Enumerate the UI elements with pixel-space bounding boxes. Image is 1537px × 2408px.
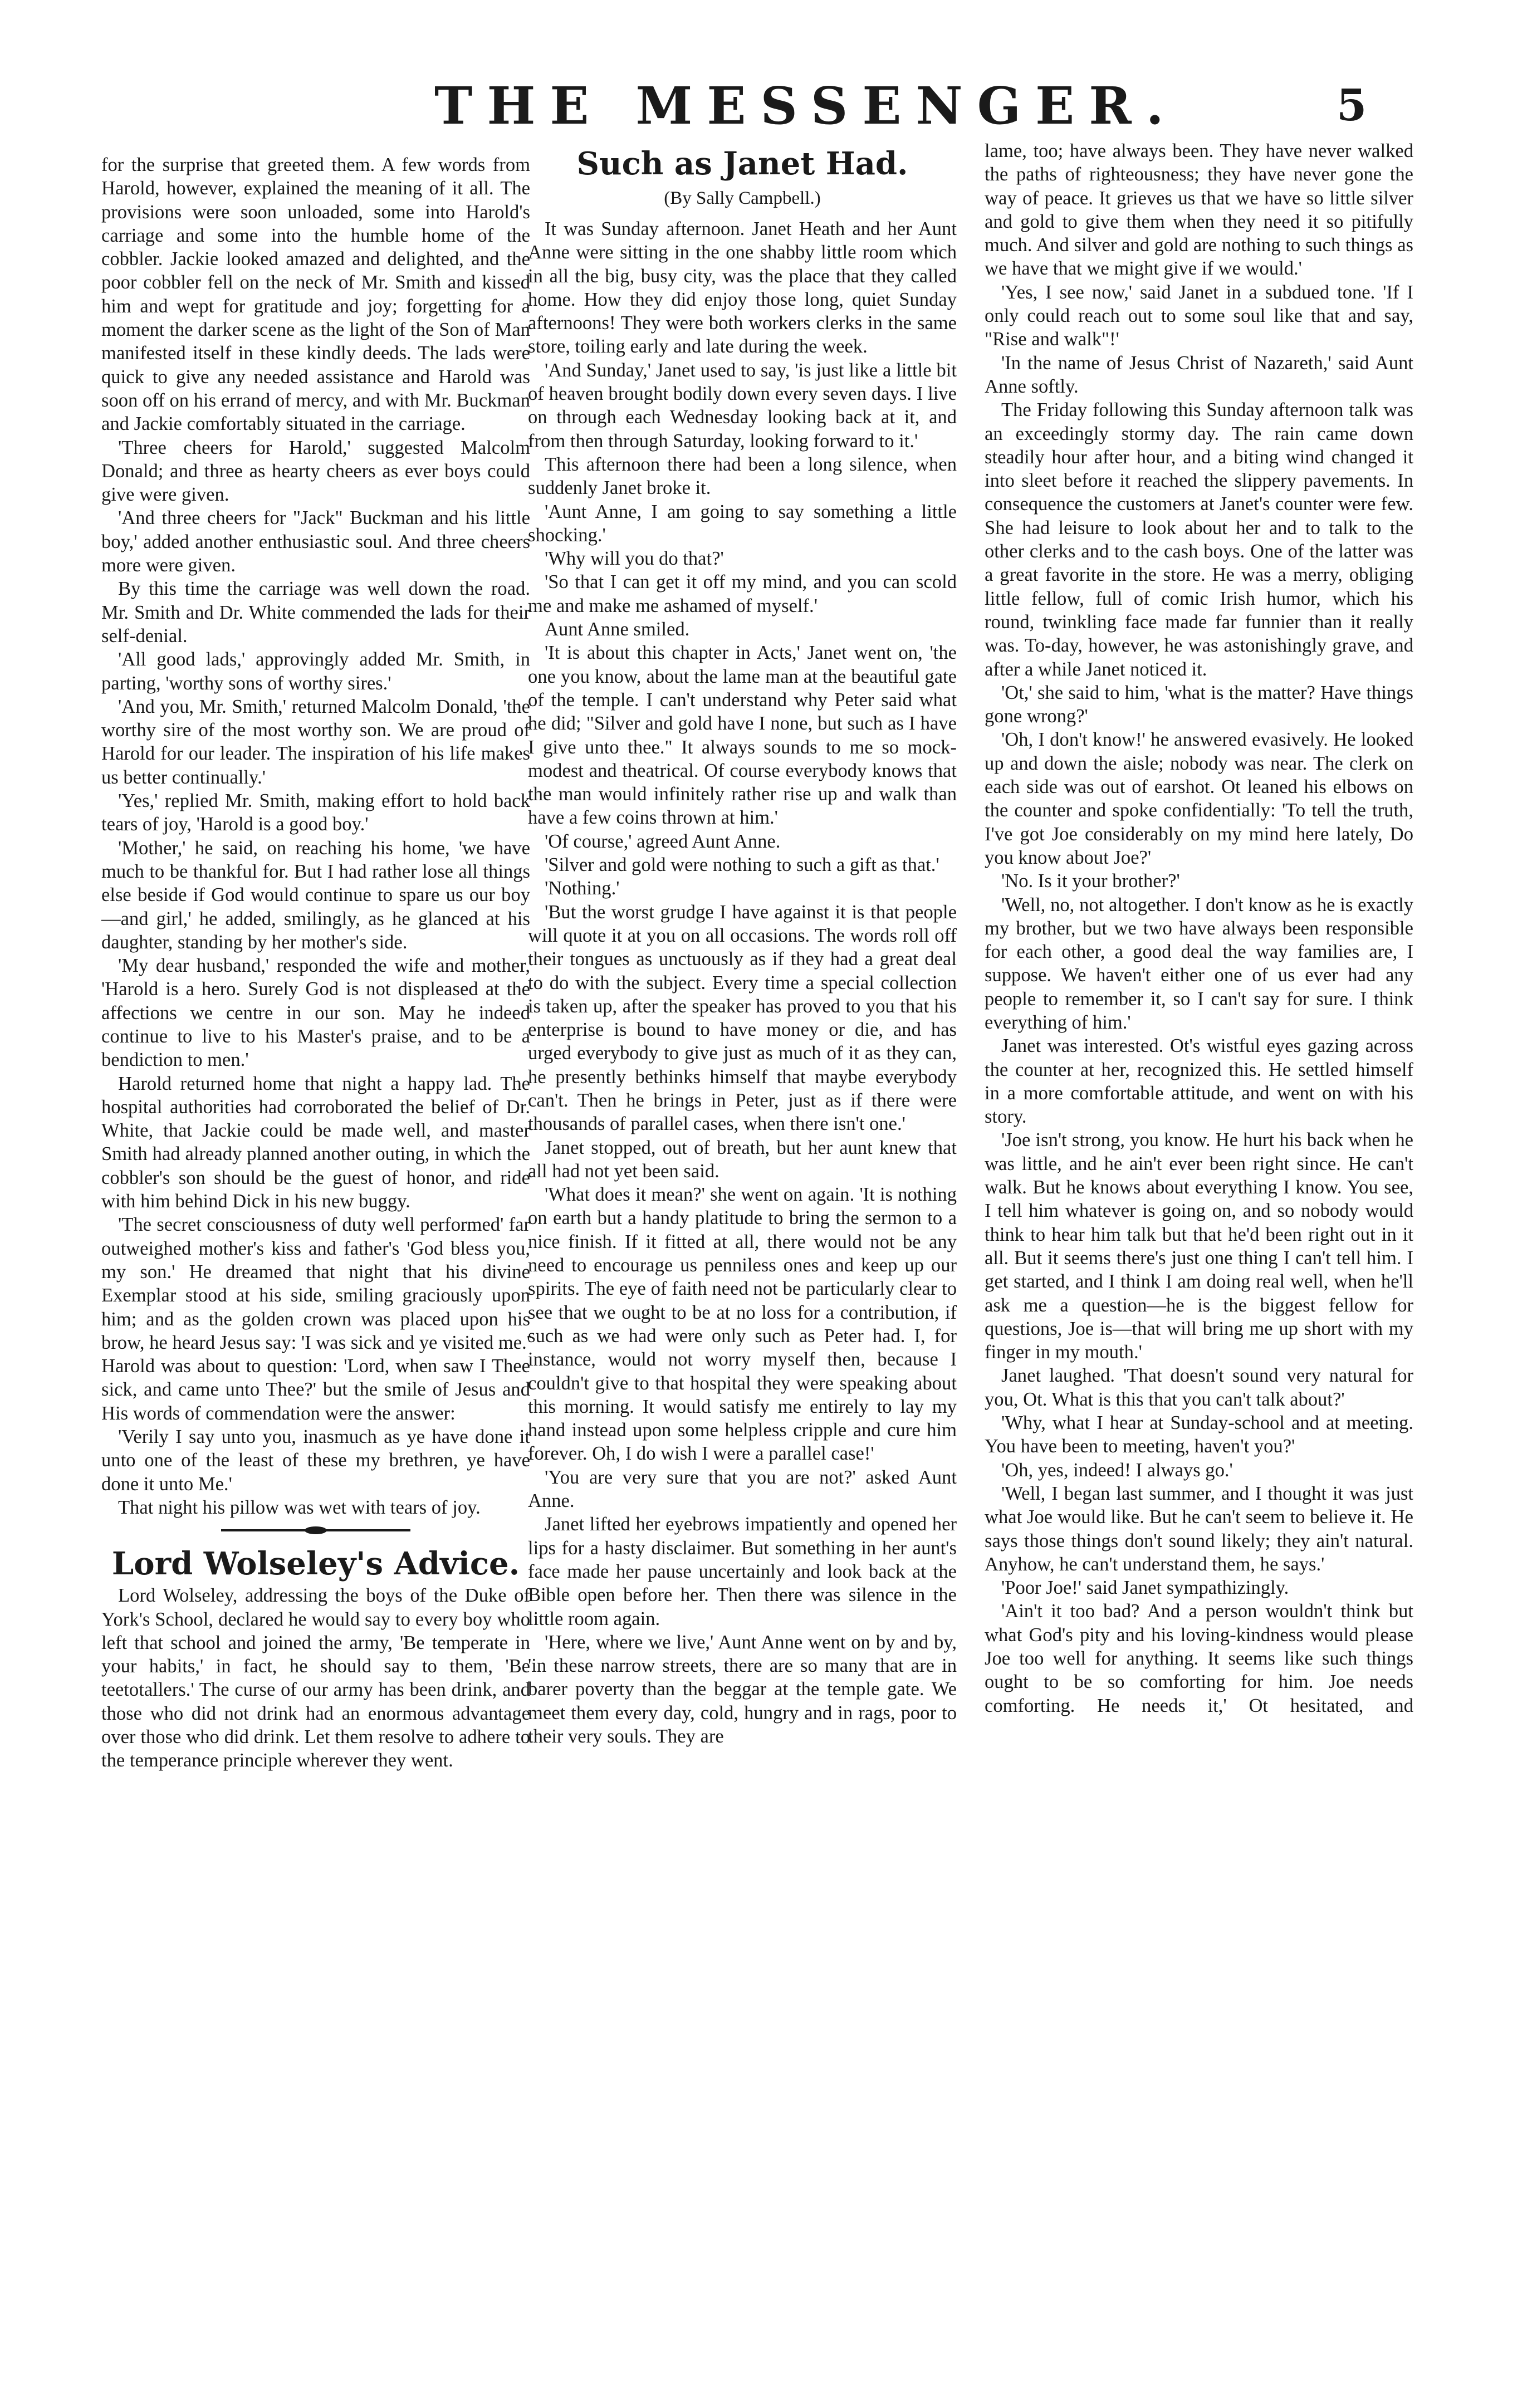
paragraph: 'Here, where we live,' Aunt Anne went on by and by, 'in these narrow streets, there are so many that are in barer poverty than the beggar at the temple gate. We meet them every day, cold, hungry and in rags, poor to their very souls. They are — [528, 1631, 957, 1747]
paragraph: Janet lifted her eyebrows impatiently and opened her lips for a hasty disclaimer. But something in her aunt's face made her pause uncertainly and look back at the Bible open before her. Then there was silence in the little room again. — [528, 1514, 957, 1629]
column-2 — [528, 144, 957, 1748]
masthead — [0, 72, 1537, 139]
paragraph: 'In the name of Jesus Christ of Nazareth,' said Aunt Anne softly. — [985, 352, 1413, 397]
paragraph: 'Why will you do that?' — [545, 548, 724, 570]
paragraph: 'Well, I began last summer, and I thought it was just what Joe would like. But he can't seem to believe it. He says those things don't sound likely; they ain't natural. Anyhow, he can't understand them, he says.' — [985, 1482, 1413, 1575]
paragraph: 'What does it mean?' she went on again. 'It is nothing on earth but a handy platitude to bring the sermon to a nice finish. If it fitted at all, there would not be any need to encourage us penniless ones and keep up our spirits. The eye of faith need not be particularly clear to see that we ought to be at no loss for a contribution, if such as we had were only such as Peter had. I, for instance, would not worry myself then, because I couldn't give to that hospital they were speaking about this morning. It would satisfy me entirely to lay my hand instead upon some helpless cripple and cure him forever. Oh, I do wish I were a parallel case!' — [528, 1184, 957, 1465]
paragraph: 'And Sunday,' Janet used to say, 'is just like a little bit of heaven brought bodily down every seven days. I live on through each Wednesday looking back at it, and from then through Saturday, looking forward to it.' — [528, 359, 957, 452]
paragraph: 'Oh, yes, indeed! I always go.' — [1001, 1459, 1233, 1481]
paragraph: It was Sunday afternoon. Janet Heath and her Aunt Anne were sitting in the one shabby little room which in all the big, busy city, was the place that they called home. How they did enjoy those long, quiet Sunday afternoons! They were both workers clerks in the same store, toiling early and late during the week. — [528, 218, 957, 358]
paragraph: 'And you, Mr. Smith,' returned Malcolm Donald, 'the worthy sire of the most worthy son. We are proud of Harold for our leader. The inspiration of his life makes us better continually.' — [101, 696, 530, 788]
paragraph: 'Nothing.' — [545, 878, 620, 899]
paragraph: 'It is about this chapter in Acts,' Janet went on, 'the one you know, about the lame man at the beautiful gate of the temple. I can't understand why Peter said what he did; "Silver and gold have I none, but such as I have I give unto thee." It always sounds to me so mock-modest and theatrical. Of course everybody knows that the man would infinitely rather rise up and walk than have a few coins thrown at him.' — [528, 642, 957, 829]
paragraph: 'Aunt Anne, I am going to say something a little shocking.' — [528, 501, 957, 546]
paragraph: 'Silver and gold were nothing to such a gift as that.' — [545, 854, 939, 876]
paragraph: 'No. Is it your brother?' — [1001, 870, 1180, 892]
paragraph: Harold returned home that night a happy lad. The hospital authorities had corroborated the belief of Dr. White, that Jackie could be made well, and master Smith had already planned another outing, in which the cobbler's son should be the guest of honor, and ride with him behind Dick in his new buggy. — [101, 1073, 530, 1212]
paragraph: 'Yes, I see now,' said Janet in a subdued tone. 'If I only could reach out to some soul like that and say, "Rise and walk"!' — [985, 281, 1413, 350]
paragraph: 'Poor Joe!' said Janet sympathizingly. — [1001, 1577, 1289, 1599]
paragraph: 'Well, no, not altogether. I don't know as he is exactly my brother, but we two have always been responsible for each other, a good deal the way families are, I suppose. We haven't either one of us ever had any people to remember it, so I can't say for sure. I think everything of him.' — [985, 894, 1413, 1033]
paragraph: This afternoon there had been a long silence, when suddenly Janet broke it. — [528, 453, 957, 499]
paragraph: 'Ot,' she said to him, 'what is the matter? Have things gone wrong?' — [985, 682, 1413, 727]
article-title-janet: Such as Janet Had. — [576, 145, 908, 182]
article-title-wolseley: Lord Wolseley's Advice. — [111, 1545, 520, 1583]
paragraph: By this time the carriage was well down the road. Mr. Smith and Dr. White commended the lads for their self-denial. — [101, 578, 530, 647]
page-number: 5 — [1337, 80, 1367, 131]
byline: (By Sally Campbell.) — [664, 188, 821, 208]
paragraph: 'So that I can get it off my mind, and you can scold me and make me ashamed of myself.' — [528, 571, 957, 616]
paragraph: Janet stopped, out of breath, but her aunt knew that all had not yet been said. — [528, 1137, 957, 1182]
paragraph: 'Ain't it too bad? And a person wouldn't think but what God's pity and his loving-kindness would please Joe too well for anything. It seems like such things ought to be so comforting for him. Joe needs comforting. He needs it,' Ot hesitated, and — [985, 1601, 1413, 1716]
paragraph: 'But the worst grudge I have against it is that people will quote it at you on all occasions. The words roll off their tongues as unctuously as if they had a great deal to do with the subject. Every time a special collection is taken up, after the speaker has proved to you that his enterprise is bound to have money or die, and has urged everybody to give just as much of it as they can, he presently bethinks himself that maybe everybody can't. Then he brings in Peter, just as if there were thousands of parallel cases, when there isn't one.' — [528, 901, 957, 1135]
paragraph: 'Why, what I hear at Sunday-school and at meeting. You have been to meeting, haven't you?' — [985, 1412, 1413, 1457]
paragraph: The Friday following this Sunday afternoon talk was an exceedingly stormy day. The rain came down steadily hour after hour, and a biting wind changed it into sleet before it reached the slippery pavements. In consequence the customers at Janet's counter were few. She had leisure to look about her and to talk to the other clerks and to the cash boys. One of the latter was a great favorite in the store. He was a merry, obliging little fellow, full of comic Irish humor, which his round, twinkling face made far funnier than it really was. To-day, however, he was astonishingly grave, and after a while Janet noticed it. — [985, 399, 1413, 680]
paragraph: 'You are very sure that you are not?' asked Aunt Anne. — [528, 1466, 957, 1512]
paragraph: Janet was interested. Ot's wistful eyes gazing across the counter at her, recognized this. He settled himself in a more comfortable attitude, and went on with his story. — [985, 1035, 1413, 1128]
paragraph: Aunt Anne smiled. — [545, 619, 690, 640]
column-3 — [985, 139, 1413, 1717]
paragraph: 'Yes,' replied Mr. Smith, making effort to hold back tears of joy, 'Harold is a good boy.' — [101, 790, 530, 835]
paragraph: 'My dear husband,' responded the wife and mother, 'Harold is a hero. Surely God is not displeased at the affections we centre in our son. May he indeed continue to live to his Master's praise, and to be a bendiction to men.' — [101, 955, 530, 1071]
paragraph: lame, too; have always been. They have never walked the paths of righteousness; they have never gone the way of peace. It grieves us that we have so little silver and gold to give them when they need it so pitifully much. And silver and gold are nothing to such things as we have that we might give if we would.' — [985, 140, 1413, 280]
newspaper-title: THE MESSENGER. — [434, 76, 1178, 136]
column-1 — [101, 153, 530, 1773]
paragraph: 'Three cheers for Harold,' suggested Malcolm Donald; and three as hearty cheers as ever boys could give were given. — [101, 437, 530, 506]
paragraph: for the surprise that greeted them. A few words from Harold, however, explained the meaning of it all. The provisions were soon unloaded, some into Harold's carriage and some into the humble home of the cobbler. Jackie looked amazed and delighted, and the poor cobbler fell on the neck of Mr. Smith and kissed him and wept for gratitude and joy; forgetting for a moment the darker scene as the light of the Son of Man manifested itself in these kindly deeds. The lads were quick to give any needed assistance and Harold was soon off on his errand of mercy, and with Mr. Buckman and Jackie comfortably situated in the carriage. — [101, 154, 530, 435]
paragraph: 'Verily I say unto you, inasmuch as ye have done it unto one of the least of these my brethren, ye have done it unto Me.' — [101, 1426, 530, 1495]
paragraph: 'And three cheers for "Jack" Buckman and his little boy,' added another enthusiastic soul. And three cheers more were given. — [101, 507, 530, 576]
paragraph: Janet laughed. 'That doesn't sound very natural for you, Ot. What is this that you can't talk about?' — [985, 1365, 1413, 1410]
paragraph: 'Joe isn't strong, you know. He hurt his back when he was little, and he ain't ever been right since. He can't walk. But he knows about everything I know. You see, I tell him whatever is going on, and so nobody would think to hear him talk but that he'd been right out in it all. But it seems there's just one thing I can't tell him. I get started, and I think I am doing real well, when he'll ask me a question—he is the biggest fellow for questions, Joe is—that will bring me up short with my finger in my mouth.' — [985, 1129, 1413, 1363]
section-divider — [221, 1529, 410, 1531]
paragraph: That night his pillow was wet with tears of joy. — [118, 1496, 481, 1518]
paragraph: 'Oh, I don't know!' he answered evasively. He looked up and down the aisle; nobody was near. The clerk on each side was out of earshot. Ot leaned his elbows on the counter and spoke confidentially: 'To tell the truth, I've got Joe considerably on my mind here lately, Do you know about Joe?' — [985, 729, 1413, 868]
paragraph: 'Of course,' agreed Aunt Anne. — [545, 830, 781, 852]
paragraph: 'The secret consciousness of duty well performed' far outweighed mother's kiss and father's 'God bless you, my son.' He dreamed that night that his divine Exemplar stood at his side, smiling graciously upon him; and as the golden crown was placed upon his brow, he heard Jesus say: 'I was sick and ye visited me.' Harold was about to question: 'Lord, when saw I Thee sick, and came unto Thee?' but the smile of Jesus and His words of commendation were the answer: — [101, 1214, 530, 1424]
paragraph: 'Mother,' he said, on reaching his home, 'we have much to be thankful for. But I had rather lose all things else beside if God would continue to spare us our boy—and girl,' he added, smilingly, as he glanced at his daughter, standing by her mother's side. — [101, 837, 530, 953]
paragraph: Lord Wolseley, addressing the boys of the Duke of York's School, declared he would say to every boy who left that school and joined the army, 'Be temperate in your habits,' in fact, he should say to them, 'Be teetotallers.' The curse of our army has been drink, and those who did not drink had an enormous advantage over those who did drink. Let them resolve to adhere to the temperance principle wherever they went. — [101, 1585, 530, 1771]
paragraph: 'All good lads,' approvingly added Mr. Smith, in parting, 'worthy sons of worthy sires.' — [101, 649, 530, 694]
